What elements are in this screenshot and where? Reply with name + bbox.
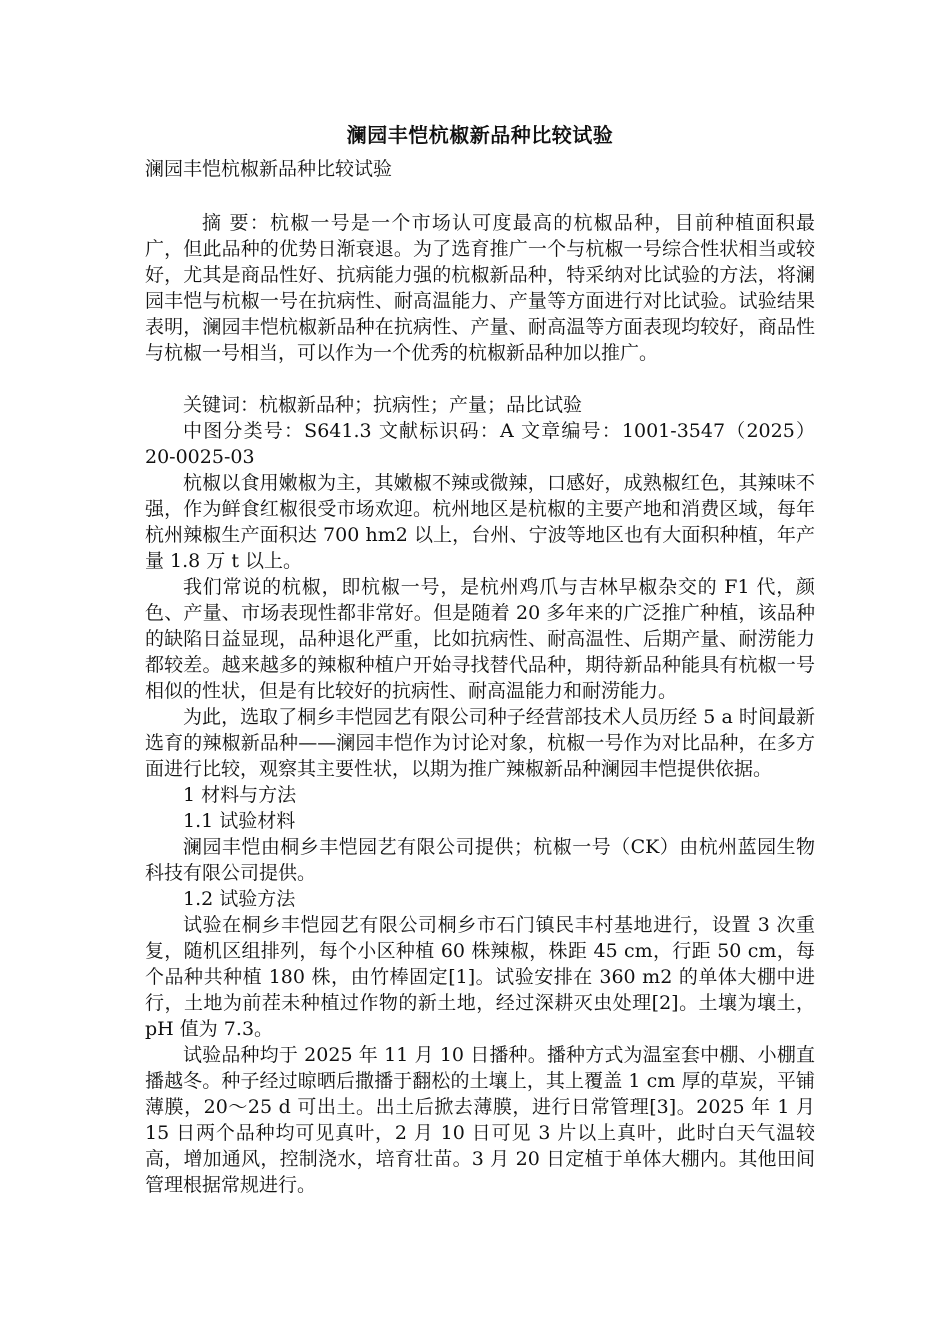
classification-line: 中图分类号：S641.3 文献标识码：A 文章编号：1001-3547（2025）20-0025-03	[145, 420, 815, 468]
section-heading-1: 1 材料与方法	[183, 784, 297, 806]
body-paragraph-6: 试验品种均于 2025 年 11 月 10 日播种。播种方式为温室套中棚、小棚直播越冬。种子经过晾晒后撒播于翻松的土壤上，其上覆盖 1 cm 厚的草炭，平铺薄膜，20～25 d 可出土。出土后掀去薄膜，进行日常管理[3]。2025 年 1 月 15 日两个品种均可见真叶，2 月 10 日可见 3 片以上真叶，此时白天气温较高，增加通风，控制浇水，培育壮苗。3 月 20 日定植于单体大棚内。其他田间管理根据常规进行。	[145, 1044, 815, 1196]
body-paragraph-3: 为此，选取了桐乡丰恺园艺有限公司种子经营部技术人员历经 5 a 时间最新选育的辣椒新品种——澜园丰恺作为讨论对象，杭椒一号作为对比品种，在多方面进行比较，观察其主要性状，以期为推广辣椒新品种澜园丰恺提供依据。	[145, 706, 815, 780]
keywords-line: 关键词：杭椒新品种；抗病性；产量；品比试验	[183, 394, 583, 416]
section-heading-1-2: 1.2 试验方法	[183, 888, 296, 910]
body-paragraph-2: 我们常说的杭椒，即杭椒一号，是杭州鸡爪与吉林早椒杂交的 F1 代，颜色、产量、市场表现性都非常好。但是随着 20 多年来的广泛推广种植，该品种的缺陷日益显现，品种退化严重，比如抗病性、耐高温性、后期产量、耐涝能力都较差。越来越多的辣椒种植户开始寻找替代品种，期待新品种能具有杭椒一号相似的性状，但是有比较好的抗病性、耐高温能力和耐涝能力。	[145, 576, 815, 702]
body-paragraph-5: 试验在桐乡丰恺园艺有限公司桐乡市石门镇民丰村基地进行，设置 3 次重复，随机区组排列，每个小区种植 60 株辣椒，株距 45 cm，行距 50 cm，每个品种共种植 180 株，由竹棒固定[1]。试验安排在 360 m2 的单体大棚中进行，土地为前茬未种植过作物的新土地，经过深耕灭虫处理[2]。土壤为壤土，pH 值为 7.3。	[145, 914, 815, 1040]
body-paragraph-4: 澜园丰恺由桐乡丰恺园艺有限公司提供；杭椒一号（CK）由杭州蓝园生物科技有限公司提供。	[145, 836, 815, 884]
document-title: 澜园丰恺杭椒新品种比较试验	[346, 123, 614, 147]
abstract-paragraph: 摘 要：杭椒一号是一个市场认可度最高的杭椒品种，目前种植面积最广，但此品种的优势日渐衰退。为了选育推广一个与杭椒一号综合性状相当或较好，尤其是商品性好、抗病能力强的杭椒新品种，特采纳对比试验的方法，将澜园丰恺与杭椒一号在抗病性、耐高温能力、产量等方面进行对比试验。试验结果表明，澜园丰恺杭椒新品种在抗病性、产量、耐高温等方面表现均较好，商品性与杭椒一号相当，可以作为一个优秀的杭椒新品种加以推广。	[145, 212, 815, 364]
spacer	[145, 366, 815, 392]
body-paragraph-1: 杭椒以食用嫩椒为主，其嫩椒不辣或微辣，口感好，成熟椒红色，其辣味不强，作为鲜食红椒很受市场欢迎。杭州地区是杭椒的主要产地和消费区域，每年杭州辣椒生产面积达 700 hm2 以上，台州、宁波等地区也有大面积种植，年产量 1.8 万 t 以上。	[145, 472, 815, 572]
document-page	[145, 120, 815, 1198]
document-subtitle: 澜园丰恺杭椒新品种比较试验	[145, 158, 393, 180]
section-heading-1-1: 1.1 试验材料	[183, 810, 296, 832]
